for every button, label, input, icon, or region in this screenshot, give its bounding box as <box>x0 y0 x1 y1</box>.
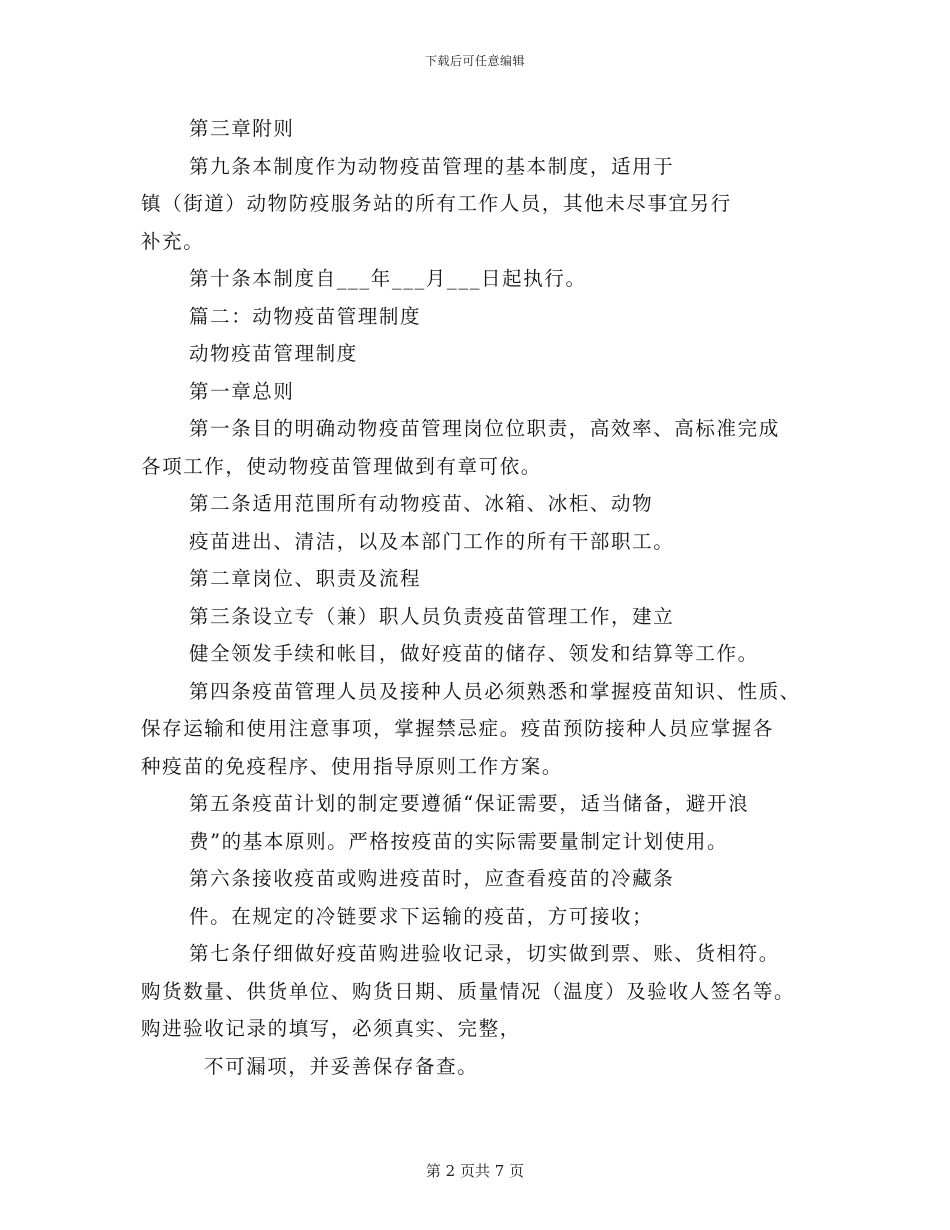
paragraph-line: 疫苗进出、清洁，以及本部门工作的所有干部职工。 <box>189 529 675 553</box>
paragraph-line: 第十条本制度自___年___月___日起执行。 <box>189 267 587 290</box>
chapter-heading: 第二章岗位、职责及流程 <box>189 567 422 590</box>
paragraph-line: 第四条疫苗管理人员及接种人员必须熟悉和掌握疫苗知识、性质、 <box>189 679 801 703</box>
document-body <box>141 110 813 1085</box>
paragraph-line: 补充。 <box>141 229 205 253</box>
document-title: 动物疫苗管理制度 <box>189 342 358 365</box>
paragraph-line: 第二条适用范围所有动物疫苗、冰箱、冰柜、动物 <box>189 492 654 515</box>
paragraph-line: 第六条接收疫苗或购进疫苗时，应查看疫苗的冷藏条 <box>189 867 675 890</box>
page-number: 第 2 页共 7 页 <box>425 1162 525 1180</box>
chapter-heading: 第一章总则 <box>189 379 295 403</box>
paragraph-line: 第一条目的明确动物疫苗管理岗位位职责，高效率、高标准完成 <box>189 417 780 440</box>
paragraph-line: 件。在规定的冷链要求下运输的疫苗，方可接收； <box>189 904 654 928</box>
paragraph-line: 镇（街道）动物防疫服务站的所有工作人员，其他未尽事宜另行 <box>141 192 732 215</box>
paragraph-line: 第五条疫苗计划的制定要遵循“保证需要，适当储备，避开浪 <box>189 792 750 815</box>
paragraph-line: 第九条本制度作为动物疫苗管理的基本制度，适用于 <box>189 154 675 178</box>
paragraph-line: 各项工作，使动物疫苗管理做到有章可依。 <box>141 454 542 478</box>
paragraph-line: 第七条仔细做好疫苗购进验收记录，切实做到票、账、货相符。 <box>189 942 780 965</box>
paragraph-line: 保存运输和使用注意事项，掌握禁忌症。疫苗预防接种人员应掌握各 <box>141 717 775 740</box>
chapter-heading: 第三章附则 <box>189 117 295 140</box>
paragraph-line: 购货数量、供货单位、购货日期、质量情况（温度）及验收人签名等。 <box>141 979 796 1003</box>
paragraph-line: 健全领发手续和帐目，做好疫苗的储存、领发和结算等工作。 <box>189 642 759 665</box>
paragraph-line: 第三条设立专（兼）职人员负责疫苗管理工作，建立 <box>189 604 675 628</box>
paragraph-line: 费”的基本原则。严格按疫苗的实际需要量制定计划使用。 <box>189 829 729 853</box>
page-header: 下载后可任意编辑 <box>424 54 525 68</box>
paragraph-line: 不可漏项，并妥善保存备查。 <box>204 1054 479 1078</box>
section-heading: 篇二：动物疫苗管理制度 <box>189 304 422 328</box>
paragraph-line: 购进验收记录的填写，必须真实、完整， <box>141 1017 521 1040</box>
paragraph-line: 种疫苗的免疫程序、使用指导原则工作方案。 <box>141 754 564 778</box>
